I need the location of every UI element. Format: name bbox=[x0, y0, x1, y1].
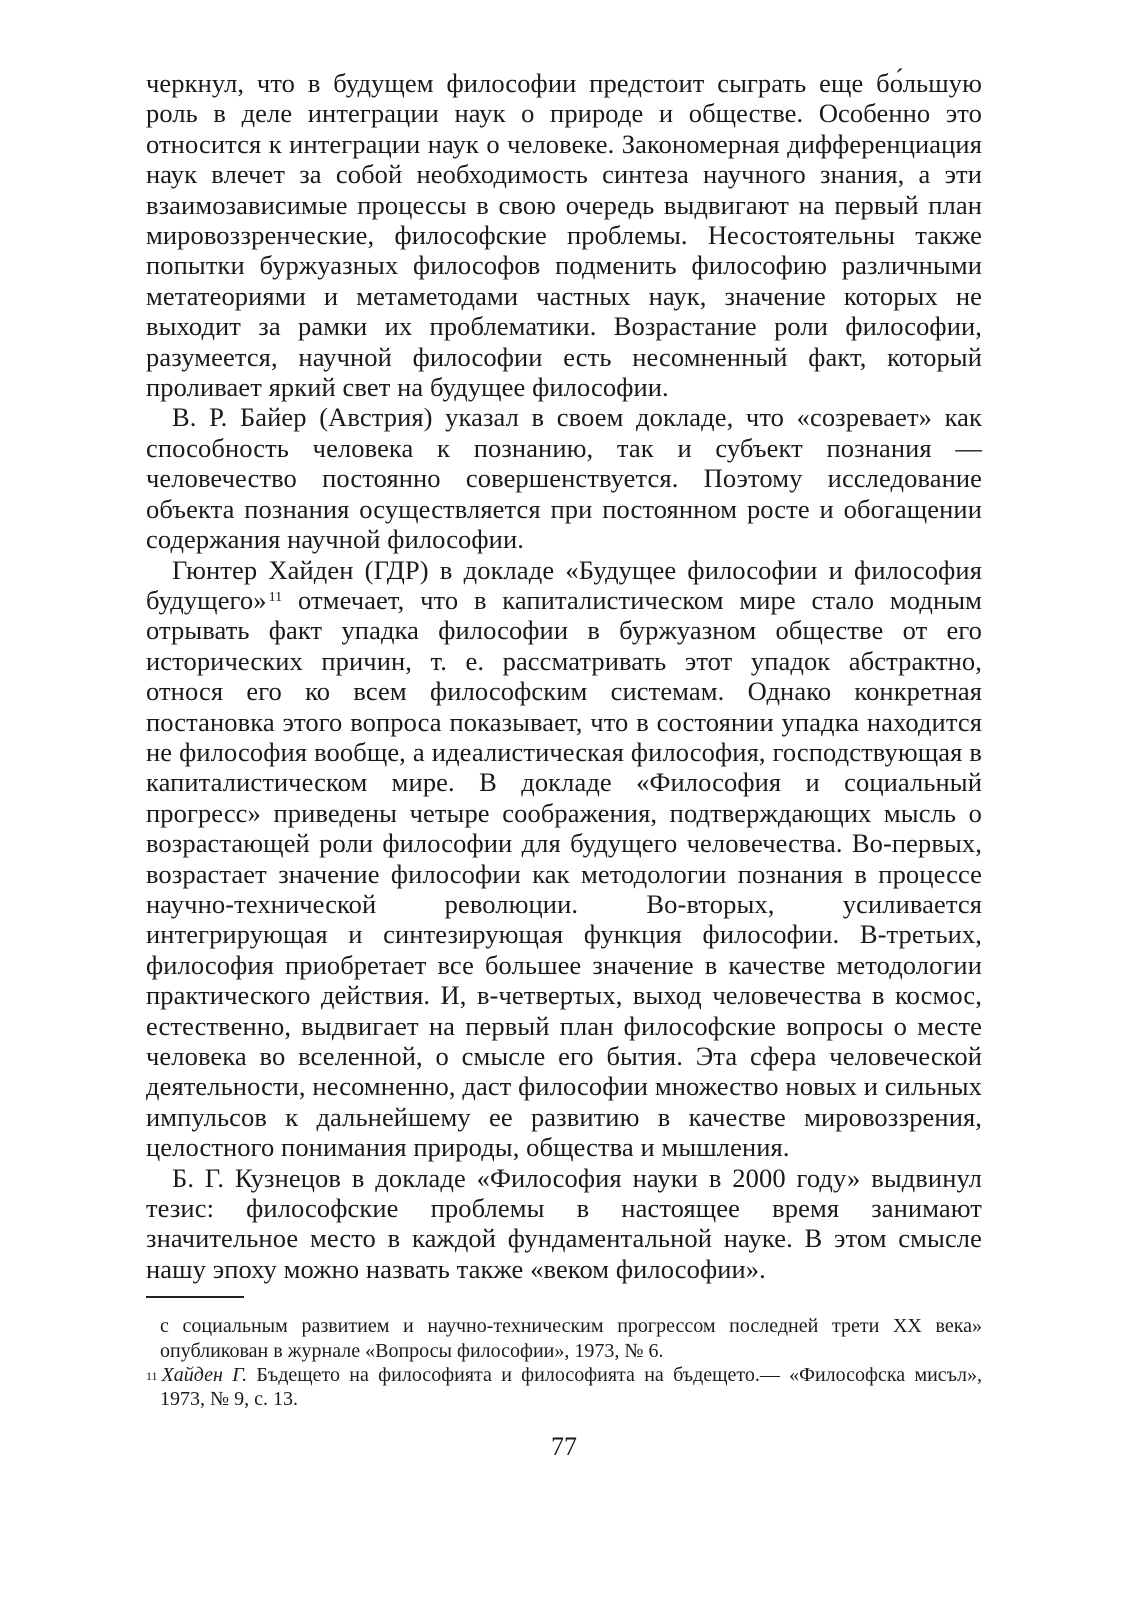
paragraph-1: черкнул, что в будущем философии предстоит сыграть еще бо́льшую роль в деле интеграции наук о природе и обществе. Особенно это относится к интеграции наук о человеке. Закономерная дифференциация наук влечет за собой необходимость синтеза научного знания, а эти взаимозависимые процессы в свою очередь выдвигают на первый план мировоззренческие, философские проблемы. Несостоятельны также попытки буржуазных философов подменить философию различными метатеориями и метаметодами частных наук, значение которых не выходит за рамки их проблематики. Возрастание роли философии, разумеется, научной философии есть несомненный факт, который проливает яркий свет на будущее философии. bbox=[146, 68, 982, 403]
paragraph-4: Б. Г. Кузнецов в докладе «Философия науки в 2000 году» выдвинул тезис: философские проблемы в настоящее время занимают значительное место в каждой фундаментальной науке. В этом смысле нашу эпоху можно назвать также «веком философии». bbox=[146, 1162, 982, 1284]
page-number: 77 bbox=[551, 1431, 577, 1461]
paragraph-3-start: Гюнтер Хайден (ГДР) в докладе «Будущее философии и философия будущего» bbox=[146, 554, 982, 615]
footnote-11 bbox=[146, 1363, 982, 1412]
book-page bbox=[146, 68, 982, 1462]
paragraph-2: В. Р. Байер (Австрия) указал в своем докладе, что «созревает» как способность человека к познанию, так и субъект познания — человечество постоянно совершенствуется. Поэтому исследование объекта познания осуществляется при постоянном росте и обогащении содержания научной философии. bbox=[146, 402, 982, 555]
footnote-divider bbox=[146, 1296, 244, 1298]
footnote-reference-11[interactable]: 11 bbox=[268, 589, 283, 605]
main-text bbox=[146, 68, 982, 1284]
paragraph-3 bbox=[146, 555, 982, 1163]
footnote-continuation: с социальным развитием и научно-техническим прогрессом последней трети XX века» опубликован в журнале «Вопросы философии», 1973, № 6. bbox=[160, 1315, 982, 1362]
footnotes bbox=[146, 1314, 982, 1412]
footnote-11-author: Хайден Г. bbox=[161, 1364, 248, 1387]
paragraph-3-rest: отмечает, что в капиталистическом мире стало модным отрывать факт упадка философии в буржуазном обществе от его исторических причин, т. е. рассматривать этот упадок абстрактно, относя его ко всем философским системам. Однако конкретная постановка этого вопроса показывает, что в состоянии упадка находится не философия вообще, а идеалистическая философия, господствующая в капиталистическом мире. В докладе «Философия и социальный прогресс» приведены четыре соображения, подтверждающих мысль о возрастающей роли философии для будущего человечества. Во-первых, возрастает значение философии как методологии познания в процессе научно-технической революции. Во-вторых, усиливается интегрирующая и синтезирующая функция философии. В-третьих, философия приобретает все большее значение в качестве методологии практического действия. И, в-четвертых, выход человечества в космос, естественно, выдвигает на первый план философские вопросы о месте человека во вселенной, о смысле его бытия. Эта сфера человеческой деятельности, несомненно, даст философии множество новых и сильных импульсов к дальнейшему ее развитию в качестве мировоззрения, целостного понимания природы, общества и мышления. bbox=[146, 584, 982, 1163]
footnote-11-text: Бъдещето на философията и философията на бъдещето.— «Философска мисъл», 1973, № 9, с. 13. bbox=[160, 1364, 983, 1411]
footnote-11-mark: 11 bbox=[146, 1369, 158, 1384]
